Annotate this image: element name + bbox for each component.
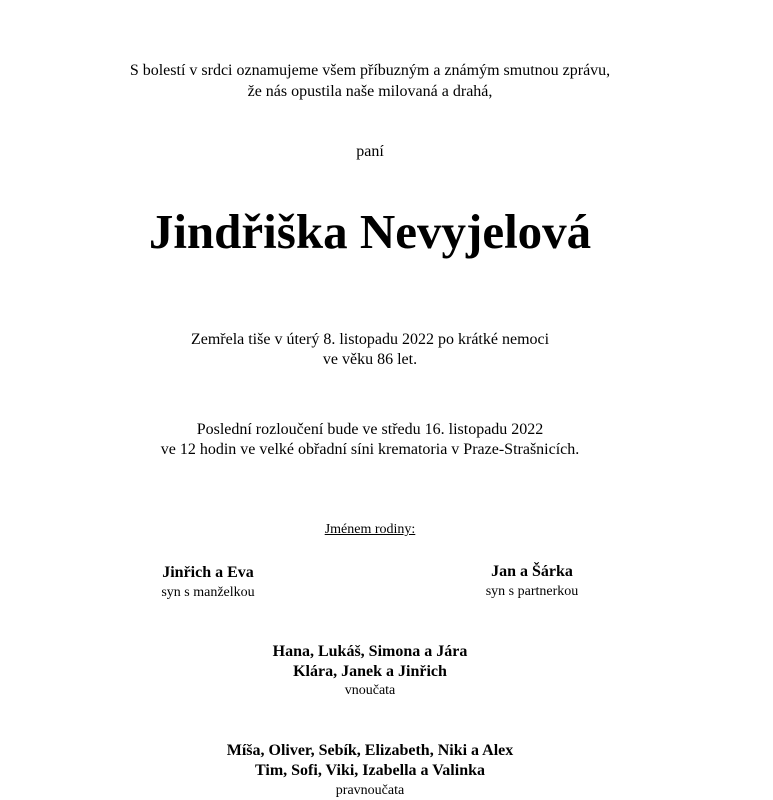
family-left-block — [108, 563, 308, 602]
announcement-line-1: S bolestí v srdci oznamujeme všem příbuzným a známým smutnou zprávu, — [129, 62, 611, 79]
family-right-relation: syn s partnerkou — [485, 584, 579, 599]
grandchildren-line-1: Hana, Lukáš, Simona a Jára — [272, 643, 468, 660]
salutation: paní — [356, 143, 384, 160]
death-info-line-1: Zemřela tiše v úterý 8. listopadu 2022 po krátké nemoci — [190, 331, 550, 348]
great-grandchildren-line-2: Tim, Sofi, Viki, Izabella a Valinka — [255, 762, 485, 779]
grandchildren-line-2: Klára, Janek a Jinřich — [293, 663, 447, 680]
grandchildren-relation: vnoučata — [344, 683, 396, 698]
family-right-names: Jan a Šárka — [491, 563, 573, 580]
family-right-block — [432, 562, 632, 601]
funeral-info-line-2: ve 12 hodin ve velké obřadní síni krematoria v Praze-Strašnicích. — [160, 441, 580, 458]
family-left-relation: syn s manželkou — [161, 585, 255, 600]
funeral-info-line-1: Poslední rozloučení bude ve středu 16. listopadu 2022 — [196, 421, 544, 438]
family-heading-text: Jménem rodiny: — [324, 522, 416, 537]
death-info-line-2: ve věku 86 let. — [322, 351, 418, 368]
deceased-name: Jindřiška Nevyjelová — [148, 204, 592, 259]
announcement-line-2: že nás opustila naše milovaná a drahá, — [247, 83, 493, 100]
great-grandchildren-relation: pravnoučata — [335, 783, 405, 798]
family-heading — [0, 521, 740, 539]
great-grandchildren-line-1: Míša, Oliver, Sebík, Elizabeth, Niki a Alex — [226, 742, 514, 759]
family-left-names: Jinřich a Eva — [162, 564, 254, 581]
